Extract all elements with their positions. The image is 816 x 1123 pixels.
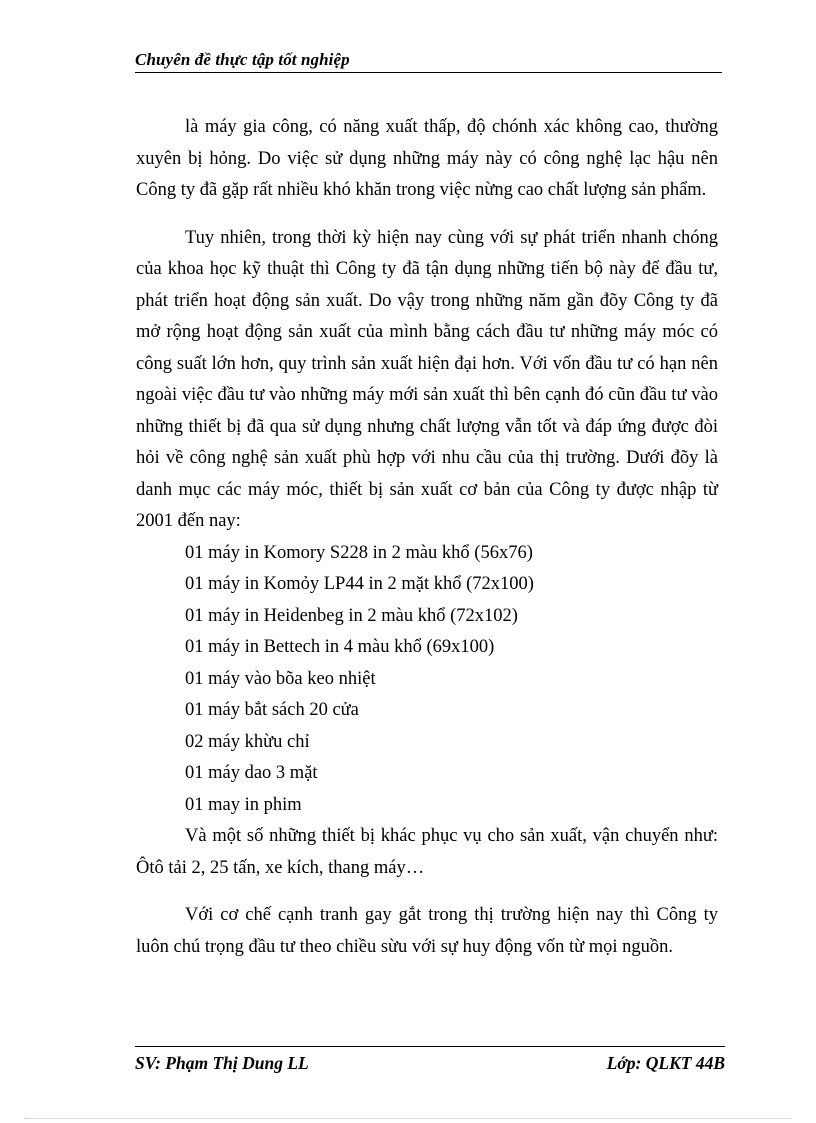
page-header [135,50,722,73]
paragraph-1: là máy gia công, có năng xuất thấp, độ chónh xác không cao, thường xuyên bị hỏng. Do việc sử dụng những máy này có công nghệ lạc hậu nên Công ty đã gặp rất nhiều khó khăn trong việc nừng cao chất lượng sản phẩm. [136,117,718,200]
paragraph-3: Và một số những thiết bị khác phục vụ cho sản xuất, vận chuyển như: Ôtô tải 2, 25 tấn, xe kích, thang máy… [136,826,718,878]
equipment-item: 01 máy in Komỏy LP44 in 2 mặt khổ (72x100) [185,574,534,594]
header-title: Chuyên đề thực tập tốt nghiệp [135,50,350,69]
paragraph-4: Với cơ chế cạnh tranh gay gắt trong thị trường hiện nay thì Công ty luôn chú trọng đầu tư theo chiều sừu với sự huy động vốn từ mọi nguồn. [136,905,718,957]
footer-class: Lớp: QLKT 44B [606,1053,725,1073]
equipment-item: 01 máy in Komory S228 in 2 màu khổ (56x76) [185,542,533,563]
equipment-item: 01 máy bắt sách 20 cửa [185,700,359,720]
document-body [136,112,718,963]
equipment-item: 01 máy vào bõa keo nhiệt [185,668,376,689]
equipment-item: 01 máy in Heidenbeg in 2 màu khổ (72x102) [185,605,518,626]
equipment-list [136,538,718,822]
equipment-item: 01 may in phim [185,794,302,815]
equipment-item: 01 máy in Bettech in 4 màu khổ (69x100) [185,637,495,657]
paragraph-2: Tuy nhiên, trong thời kỳ hiện nay cùng với sự phát triển nhanh chóng của khoa học kỹ thuật thì Công ty đã tận dụng những tiến bộ này để đầu tư, phát triển hoạt động sản xuất. Do vậy trong những năm gần đõy Công ty đã mở rộng hoạt động sản xuất của mình bằng cách đầu tư những máy móc có công suất lớn hơn, quy trình sản xuất hiện đại hơn. Với vốn đầu tư có hạn nên ngoài việc đầu tư vào những máy mới sản xuất thì bên cạnh đó cũn đầu tư vào những thiết bị đã qua sử dụng nhưng chất lượng vẫn tốt và đáp ứng được đòi hỏi về công nghệ sản xuất phù hợp với nhu cầu của thị trường. Dưới đõy là danh mục các máy móc, thiết bị sản xuất cơ bản của Công ty được nhập từ 2001 đến nay: [136,227,718,531]
page-bottom-border [24,1118,792,1119]
equipment-item: 02 máy khừu chỉ [185,731,310,752]
footer-student: SV: Phạm Thị Dung LL [135,1053,309,1073]
equipment-item: 01 máy dao 3 mặt [185,763,318,783]
page-footer [135,1046,725,1077]
